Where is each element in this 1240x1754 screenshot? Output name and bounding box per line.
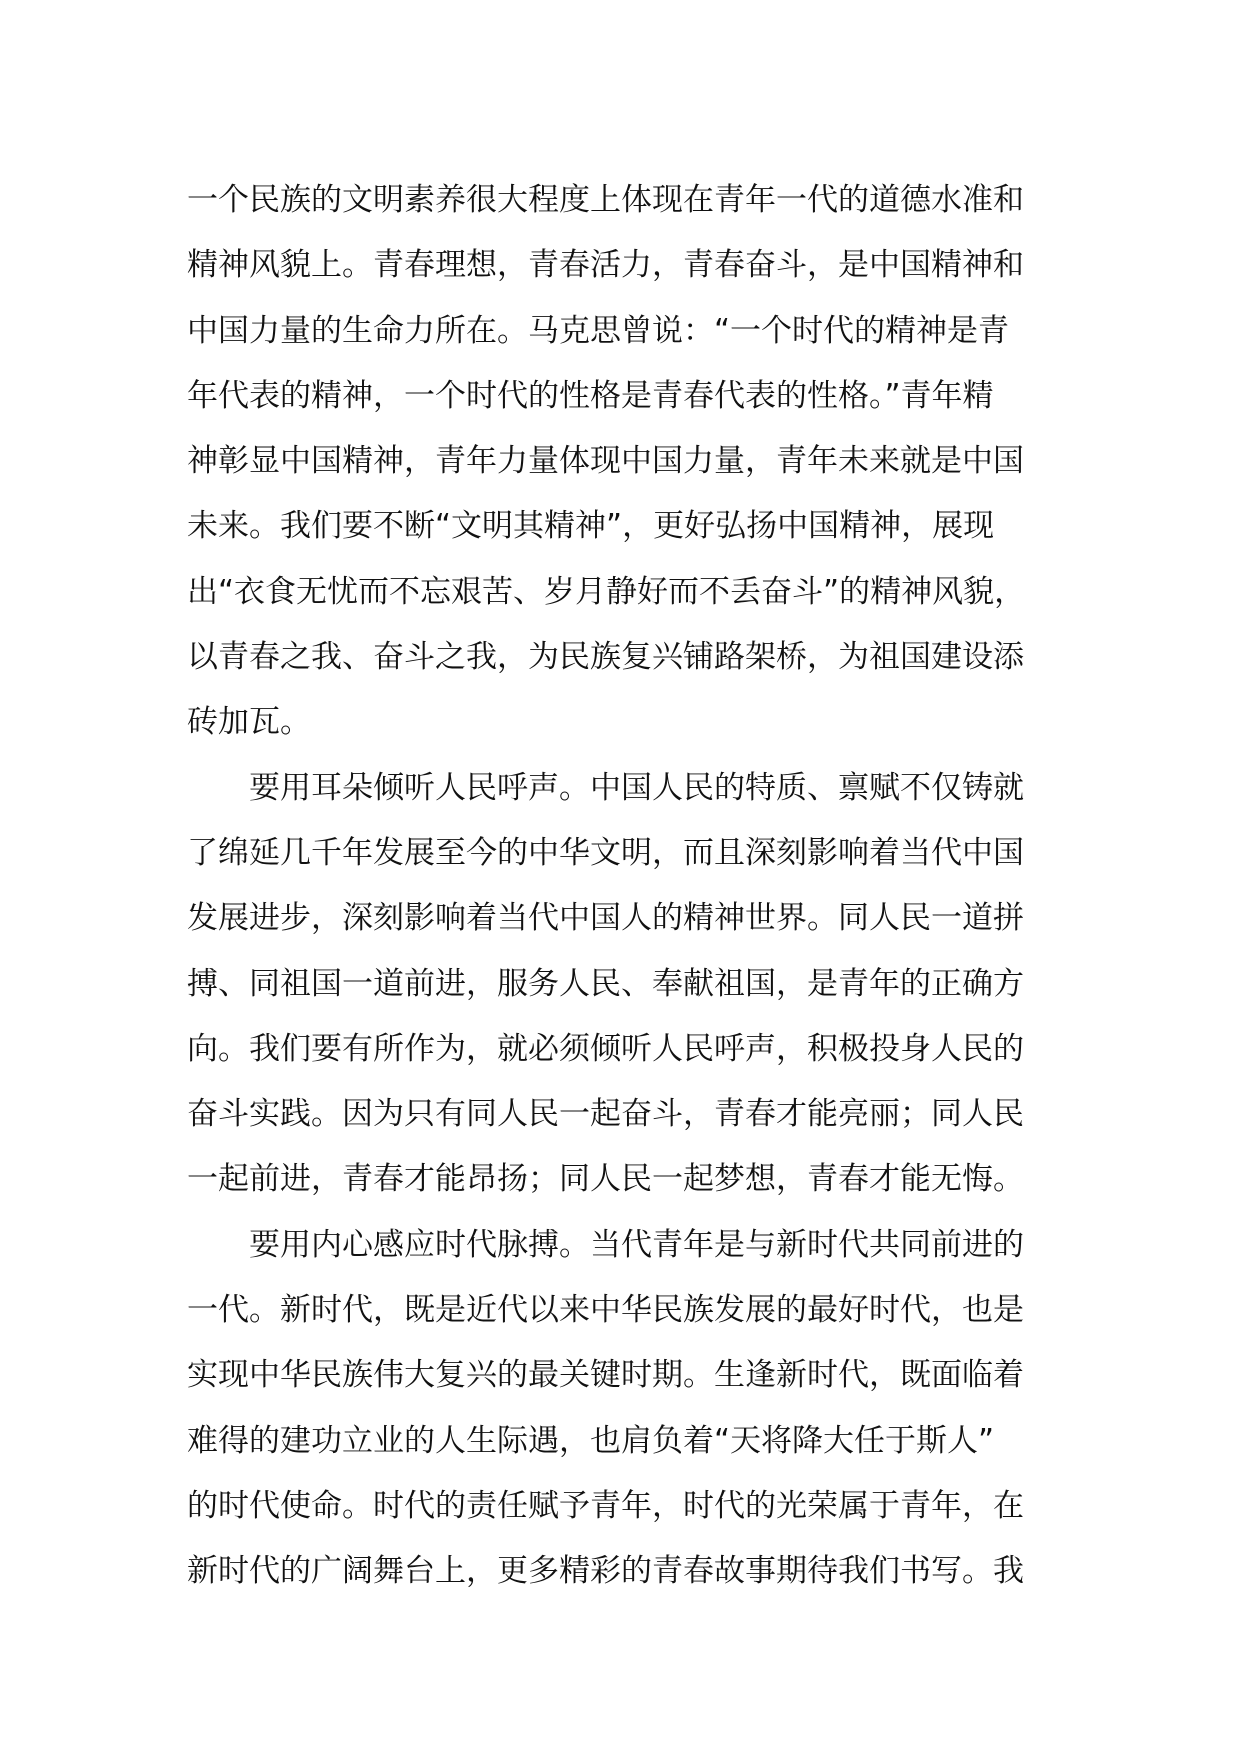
text-line: 向。我们要有所作为，就必须倾听人民呼声，积极投身人民的 (187, 1030, 1024, 1067)
text-line: 出“衣食无忧而不忘艰苦、岁月静好而不丢奋斗”的精神风貌， (187, 573, 1026, 610)
text-line: 年代表的精神，一个时代的性格是青春代表的性格。”青年精 (187, 377, 994, 414)
text-line: 以青春之我、奋斗之我，为民族复兴铺路架桥，为祖国建设添 (187, 639, 1024, 676)
text-line: 难得的建功立业的人生际遇，也肩负着“天将降大任于斯人” (187, 1422, 995, 1459)
text-line: 未来。我们要不断“文明其精神”，更好弘扬中国精神，展现 (187, 508, 995, 545)
text-line: 搏、同祖国一道前进，服务人民、奉献祖国，是青年的正确方 (187, 965, 1024, 1002)
text-line: 新时代的广阔舞台上，更多精彩的青春故事期待我们书写。我 (187, 1553, 1024, 1590)
paragraph-start-line: 要用内心感应时代脉搏。当代青年是与新时代共同前进的 (249, 1226, 1024, 1263)
text-line: 神彰显中国精神，青年力量体现中国力量，青年未来就是中国 (187, 443, 1024, 480)
text-line: 奋斗实践。因为只有同人民一起奋斗，青春才能亮丽；同人民 (187, 1096, 1024, 1133)
paragraph-start-line: 要用耳朵倾听人民呼声。中国人民的特质、禀赋不仅铸就 (249, 769, 1024, 806)
text-line: 中国力量的生命力所在。马克思曾说：“一个时代的精神是青 (187, 312, 1010, 349)
body-text (187, 168, 1087, 1605)
text-line: 发展进步，深刻影响着当代中国人的精神世界。同人民一道拼 (187, 900, 1024, 937)
text-line: 一代。新时代，既是近代以来中华民族发展的最好时代，也是 (187, 1292, 1024, 1329)
text-line: 了绵延几千年发展至今的中华文明，而且深刻影响着当代中国 (187, 834, 1024, 871)
text-line: 砖加瓦。 (187, 704, 311, 741)
text-line: 的时代使命。时代的责任赋予青年，时代的光荣属于青年，在 (187, 1487, 1024, 1524)
text-line: 一起前进，青春才能昂扬；同人民一起梦想，青春才能无悔。 (187, 1161, 1024, 1198)
text-line: 一个民族的文明素养很大程度上体现在青年一代的道德水准和 (187, 182, 1024, 218)
text-line: 精神风貌上。青春理想，青春活力，青春奋斗，是中国精神和 (187, 247, 1024, 284)
text-line: 实现中华民族伟大复兴的最关键时期。生逢新时代，既面临着 (187, 1357, 1024, 1394)
